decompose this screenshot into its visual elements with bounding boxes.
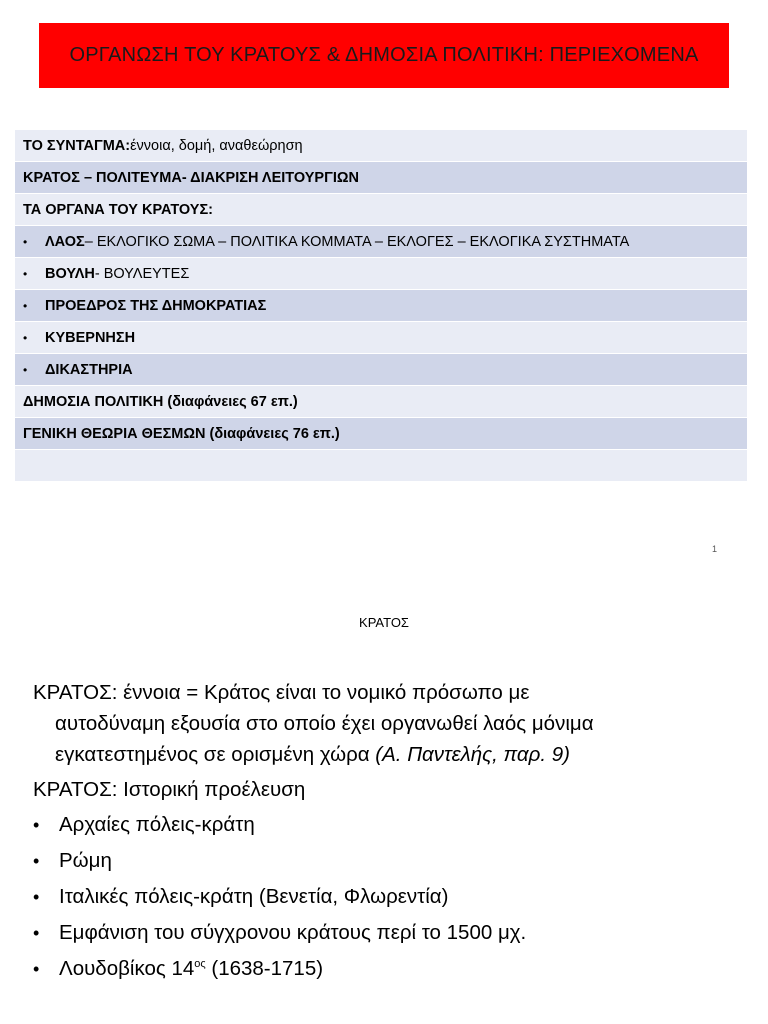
list-item-text: [59, 953, 323, 984]
bullet-icon: •: [33, 851, 40, 871]
bullet-icon: •: [23, 362, 28, 377]
page-number: 1: [712, 544, 718, 554]
row-bold-text: ΔΗΜΟΣΙΑ ΠΟΛΙΤΙΚΗ (διαφάνειες 67 επ.): [23, 393, 298, 410]
row-bold-text: ΤΑ ΟΡΓΑΝΑ ΤΟΥ ΚΡΑΤΟΥΣ:: [23, 201, 213, 218]
row-text: – ΕΚΛΟΓΙΚΟ ΣΩΜΑ – ΠΟΛΙΤΙΚΑ ΚΟΜΜΑΤΑ – ΕΚΛΟΓΕΣ – ΕΚΛΟΓΙΚΑ ΣΥΣΤΗΜΑΤΑ: [84, 233, 630, 250]
list-item: [33, 845, 743, 877]
bullet-icon: •: [33, 815, 40, 835]
definition-text: εγκατεστημένος σε ορισμένη χώρα: [55, 743, 376, 766]
list-item: [33, 881, 743, 913]
list-item-text-prefix: Λουδοβίκος 14: [59, 957, 195, 980]
list-item: [33, 809, 743, 841]
bullet-icon: •: [33, 923, 40, 943]
row-bold-text: ΤΟ ΣΥΝΤΑΓΜΑ:: [23, 137, 131, 154]
definition-line: ΚΡΑΤΟΣ: έννοια = Κράτος είναι το νομικό πρόσωπο με: [33, 681, 530, 704]
row-bold-text: ΠΡΟΕΔΡΟΣ ΤΗΣ ΔΗΜΟΚΡΑΤΙΑΣ: [45, 297, 267, 314]
contents-table: [15, 130, 747, 482]
bullet-icon: •: [23, 266, 28, 281]
table-row: [15, 418, 747, 450]
slide2-body: [33, 677, 743, 985]
row-bold-text: ΚΡΑΤΟΣ – ΠΟΛΙΤΕΥΜΑ- ΔΙΑΚΡΙΣΗ ΛΕΙΤΟΥΡΓΙΩΝ: [23, 169, 359, 186]
slide-title-banner: [39, 23, 729, 88]
row-bold-text: ΒΟΥΛΗ: [45, 265, 95, 282]
bullet-icon: •: [23, 234, 28, 249]
slide-title: ΟΡΓΑΝΩΣΗ ΤΟΥ ΚΡΑΤΟΥΣ & ΔΗΜΟΣΙΑ ΠΟΛΙΤΙΚΗ: ΠΕΡΙΕΧΟΜΕΝΑ: [69, 44, 699, 66]
table-row: [15, 386, 747, 418]
table-row: [15, 226, 747, 258]
list-item: [33, 953, 743, 985]
definition-line: αυτοδύναμη εξουσία στο οποίο έχει οργανωθεί λαός μόνιμα: [55, 712, 594, 735]
list-item-text: Ρώμη: [59, 849, 112, 872]
history-heading: ΚΡΑΤΟΣ: Ιστορική προέλευση: [33, 778, 306, 801]
table-row: [15, 130, 747, 162]
list-item-text: Αρχαίες πόλεις-κράτη: [59, 813, 255, 836]
slide2-title: ΚΡΑΤΟΣ: [359, 615, 409, 630]
table-row: [15, 258, 747, 290]
bullet-icon: •: [33, 887, 40, 907]
table-row: [15, 322, 747, 354]
row-bold-text: ΔΙΚΑΣΤΗΡΙΑ: [45, 361, 133, 378]
bullet-icon: •: [33, 959, 40, 979]
bullet-icon: •: [23, 298, 28, 313]
definition-paragraph: [33, 677, 743, 770]
row-bold-text: ΓΕΝΙΚΗ ΘΕΩΡΙΑ ΘΕΣΜΩΝ (διαφάνειες 76 επ.): [23, 425, 340, 442]
table-row: [15, 290, 747, 322]
superscript: ος: [194, 958, 206, 971]
table-row: [15, 354, 747, 386]
row-text: έννοια, δομή, αναθεώρηση: [130, 137, 303, 154]
row-text: - ΒΟΥΛΕΥΤΕΣ: [94, 265, 190, 282]
list-item: [33, 917, 743, 949]
row-bold-text: ΚΥΒΕΡΝΗΣΗ: [45, 329, 136, 346]
bullet-icon: •: [23, 330, 28, 345]
list-item-text-suffix: (1638-1715): [205, 957, 324, 980]
list-item-text: Εμφάνιση του σύγχρονου κράτους περί το 1500 μχ.: [59, 921, 527, 944]
row-bold-text: ΛΑΟΣ: [45, 233, 85, 250]
definition-citation: (Α. Παντελής, παρ. 9): [375, 743, 570, 766]
list-item-text: Ιταλικές πόλεις-κράτη (Βενετία, Φλωρεντία): [59, 885, 449, 908]
table-row-empty: [15, 450, 747, 482]
table-row: [15, 162, 747, 194]
definition-line: [33, 739, 743, 770]
table-row: [15, 194, 747, 226]
